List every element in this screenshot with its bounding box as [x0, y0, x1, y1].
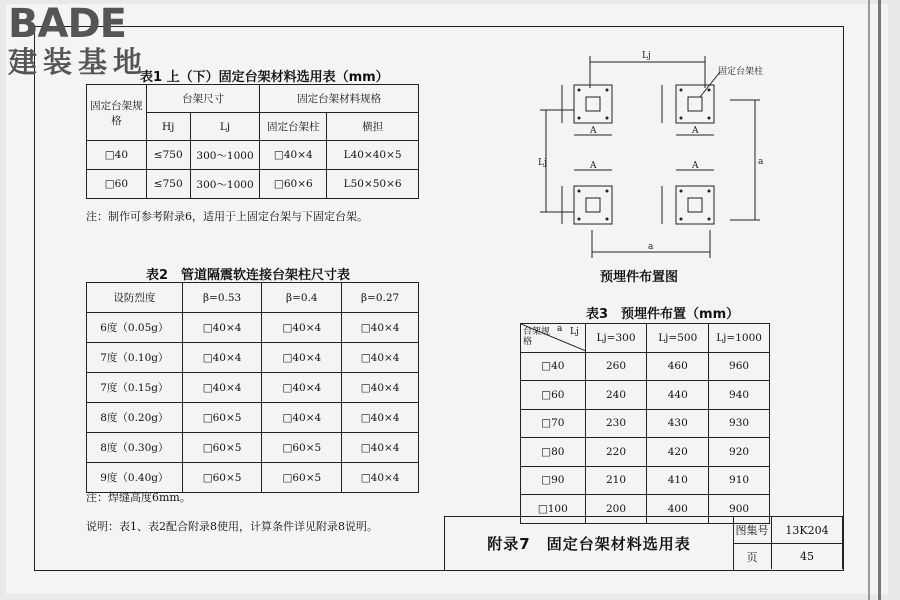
logo-latin: BADE [8, 1, 126, 47]
table-row [87, 463, 419, 493]
atlas-label: 图集号 [733, 517, 772, 544]
table3-title: 表3 预埋件布置（mm） [586, 307, 740, 322]
table-cell: 260 [585, 352, 647, 381]
dim-lj-top: Lj [642, 51, 651, 61]
table-cell: 220 [585, 438, 647, 467]
table-cell: ≤750 [146, 141, 190, 170]
table-cell: 210 [585, 466, 647, 495]
subheader-lj: Lj [190, 113, 260, 141]
dim-a-plate: A [692, 161, 699, 171]
table-cell: □40×4 [182, 313, 262, 343]
table-row [87, 141, 419, 170]
table-header-cell: 设防烈度 [87, 283, 183, 313]
table-cell: 7度（0.15g） [87, 373, 183, 403]
table-row [521, 466, 770, 495]
table-cell: 420 [647, 438, 709, 467]
table-cell: □40×4 [182, 373, 262, 403]
table-header-cell: β=0.4 [262, 283, 342, 313]
table-header-cell: Lj=1000 [709, 324, 770, 353]
page-edge [868, 0, 870, 600]
table-cell: 9度（0.40g） [87, 463, 183, 493]
table-cell: □60×5 [262, 433, 342, 463]
table-cell: □40×4 [342, 373, 419, 403]
table-cell: 960 [709, 352, 770, 381]
table-cell: 910 [709, 466, 770, 495]
table-cell: 940 [709, 381, 770, 410]
table-cell: □40×4 [182, 343, 262, 373]
table-cell: □40×4 [260, 141, 327, 170]
table-cell: 240 [585, 381, 647, 410]
sheet-title: 附录7 固定台架材料选用表 [445, 517, 734, 570]
table-cell: □90 [521, 466, 586, 495]
table-cell: 200 [585, 495, 647, 524]
table-header-cell: Lj=500 [647, 324, 709, 353]
dim-a-bottom: a [648, 242, 654, 252]
table-cell: 7度（0.10g） [87, 343, 183, 373]
table-cell: □40×4 [262, 313, 342, 343]
table-header-cell: β=0.53 [182, 283, 262, 313]
dim-a-plate: A [692, 126, 699, 136]
corner-lj: Lj [570, 327, 579, 337]
table2-note: 注：焊缝高度6mm。 [86, 491, 191, 504]
table1 [86, 84, 419, 199]
table-cell: 6度（0.05g） [87, 313, 183, 343]
table-cell: 400 [647, 495, 709, 524]
table-cell: 900 [709, 495, 770, 524]
table2-title: 表2 管道隔震软连接台架柱尺寸表 [146, 268, 351, 283]
table-cell: □60 [521, 381, 586, 410]
table-cell: □40×4 [342, 403, 419, 433]
table-cell: □60×6 [260, 170, 327, 199]
table-cell: 8度（0.20g） [87, 403, 183, 433]
table-cell: □60×5 [182, 433, 262, 463]
corner-cell [521, 324, 586, 353]
table-cell: □80 [521, 438, 586, 467]
corner-spec: 台架规格 [523, 327, 551, 347]
table-cell: 460 [647, 352, 709, 381]
table-cell: 920 [709, 438, 770, 467]
table-cell: 430 [647, 409, 709, 438]
table-row [521, 381, 770, 410]
table-cell: 230 [585, 409, 647, 438]
explanation-note: 说明：表1、表2配合附录8使用，计算条件详见附录8说明。 [86, 520, 378, 533]
table-cell: □40×4 [342, 463, 419, 493]
table-cell: 410 [647, 466, 709, 495]
dim-a-plate: A [590, 161, 597, 171]
dim-a-plate: A [590, 126, 597, 136]
table-header-cell: β=0.27 [342, 283, 419, 313]
table-cell: L50×50×6 [327, 170, 419, 199]
table-cell: 930 [709, 409, 770, 438]
table-cell: □100 [521, 495, 586, 524]
atlas-number: 13K204 [772, 517, 843, 544]
table-cell: □60×5 [182, 403, 262, 433]
table-cell: □40×4 [342, 343, 419, 373]
page-number: 45 [772, 544, 843, 569]
table-row [521, 438, 770, 467]
table-cell: □40×4 [262, 373, 342, 403]
table-cell: □60×5 [262, 463, 342, 493]
dim-a-right: a [758, 157, 764, 167]
table-header-row [521, 324, 770, 353]
corner-a: a [557, 324, 563, 334]
subheader-crossbar: 横担 [327, 113, 419, 141]
table1-note: 注：制作可参考附录6，适用于上固定台架与下固定台架。 [86, 210, 368, 223]
table-cell: □60×5 [182, 463, 262, 493]
table-cell: 300～1000 [190, 170, 260, 199]
dim-lj-left: Lj [538, 158, 547, 168]
logo-chinese: 建装基地 [8, 45, 149, 79]
page-edge-shadow [878, 0, 881, 600]
table-cell: 8度（0.30g） [87, 433, 183, 463]
table2 [86, 282, 419, 493]
table-row [87, 313, 419, 343]
table-cell: 300～1000 [190, 141, 260, 170]
table-header-row [87, 283, 419, 313]
title-block [444, 516, 843, 570]
table-row [87, 343, 419, 373]
subheader-hj: Hj [146, 113, 190, 141]
table-cell: □40×4 [342, 433, 419, 463]
embedded-parts-diagram [530, 40, 790, 270]
header-material: 固定台架材料规格 [260, 85, 419, 113]
table-cell: ≤750 [146, 170, 190, 199]
figure-caption: 预埋件布置图 [600, 270, 679, 285]
table-row [521, 409, 770, 438]
table-cell: □40 [87, 141, 147, 170]
subheader-column: 固定台架柱 [260, 113, 327, 141]
table-row [87, 373, 419, 403]
table-row [87, 170, 419, 199]
table-cell: □40 [521, 352, 586, 381]
header-size: 台架尺寸 [146, 85, 260, 113]
column-label: 固定台架柱 [718, 67, 764, 77]
table-cell: □40×4 [342, 313, 419, 343]
table1-title: 表1 上（下）固定台架材料选用表（mm） [140, 70, 389, 85]
table-cell: □40×4 [262, 403, 342, 433]
table-row [521, 352, 770, 381]
table-header-cell: Lj=300 [585, 324, 647, 353]
header-spec: 固定台架规 格 [87, 85, 147, 141]
table-row [87, 403, 419, 433]
table-cell: 440 [647, 381, 709, 410]
page-label: 页 [733, 544, 772, 569]
table-cell: □60 [87, 170, 147, 199]
table-cell: □70 [521, 409, 586, 438]
table3 [520, 323, 770, 524]
table-cell: □40×4 [262, 343, 342, 373]
brand-logo [8, 1, 149, 79]
table-row [87, 433, 419, 463]
table-cell: L40×40×5 [327, 141, 419, 170]
